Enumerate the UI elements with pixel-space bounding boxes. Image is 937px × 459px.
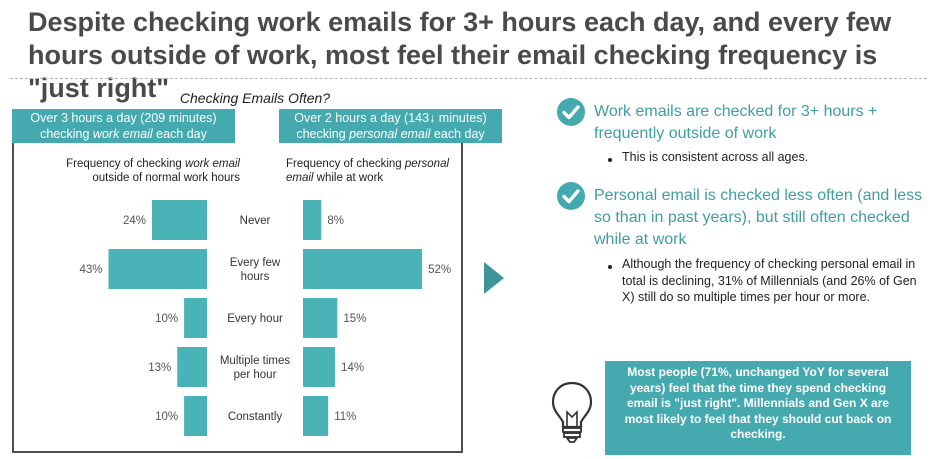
work-email-subheading-emphasis: work email (185, 158, 240, 170)
bar-personal-email (303, 200, 321, 240)
bar-work-email (184, 298, 207, 338)
personal-email-subheading-text-end: while at work (313, 172, 384, 184)
down-arrow-icon: ↓ (429, 111, 436, 125)
lightbulb-icon (550, 380, 594, 444)
chart-heading: Checking Emails Often? (179, 90, 331, 106)
category-label: Every hour (227, 313, 283, 325)
data-label-personal-email: 14% (341, 362, 365, 374)
point-bullet-2: Although the frequency of checking personal email in total is declining, 31% of Millennials (and 26% of Gen X) still do so multiple times per hour or more. (622, 257, 917, 304)
point-heading-1: Work emails are checked for 3+ hours + frequently outside of work (594, 103, 878, 142)
data-label-work-email: 43% (79, 264, 103, 276)
data-label-personal-email: 11% (334, 411, 357, 423)
work-email-subheading-line2: outside of normal work hours (92, 172, 240, 184)
personal-email-header-suffix: each day (430, 127, 485, 141)
data-label-personal-email: 8% (327, 215, 344, 227)
arrow-right-icon (484, 262, 504, 294)
callout-box: Most people (71%, unchanged YoY for several years) feel that the time they spend checking email is "just right". Millennials and Gen X are most likely to feel that they should cut back on checking. (605, 361, 911, 455)
category-label: Multiple times (219, 355, 291, 367)
personal-email-subheading-emphasis: personal email (286, 158, 450, 184)
personal-email-header-emphasis: personal email (349, 127, 431, 141)
check-circle-icon (557, 182, 585, 210)
data-label-personal-email: 15% (343, 313, 367, 325)
bar-personal-email (303, 347, 335, 387)
bullet-dot (608, 158, 612, 162)
bar-personal-email (303, 249, 422, 289)
data-label-work-email: 13% (148, 362, 172, 374)
category-label: per hour (233, 369, 277, 381)
work-email-header-line1: Over 3 hours a day (209 minutes) (30, 111, 217, 125)
personal-email-header-text: Over 2 hours a day (143 (294, 111, 430, 125)
data-label-work-email: 10% (155, 313, 179, 325)
work-email-header-emphasis: work email (92, 127, 153, 141)
personal-email-header-prefix: checking (296, 127, 350, 141)
bar-work-email (177, 347, 207, 387)
bar-work-email (152, 200, 207, 240)
page-title: Despite checking work emails for 3+ hours each day, and every few hours outside of work, most feel their email checking frequency is "just right" (28, 7, 892, 103)
personal-email-header-text-end: minutes) (435, 111, 487, 125)
bar-work-email (184, 396, 207, 436)
check-circle-icon (557, 98, 585, 126)
data-label-work-email: 24% (123, 215, 147, 227)
category-label: Never (239, 215, 271, 227)
bar-personal-email (303, 396, 328, 436)
category-label: hours (240, 271, 270, 283)
personal-email-subheading-text: Frequency of checking (286, 158, 405, 170)
category-label: Every few (229, 257, 281, 269)
data-label-work-email: 10% (155, 411, 179, 423)
bullet-dot (608, 265, 612, 269)
point-heading-2: Personal email is checked less often (and less so than in past years), but still often checked while at work (594, 187, 923, 248)
bar-personal-email (303, 298, 337, 338)
data-label-personal-email: 52% (428, 264, 452, 276)
work-email-header-text: checking (40, 127, 93, 141)
bar-work-email (109, 249, 207, 289)
point-bullet-1: This is consistent across all ages. (622, 150, 809, 164)
work-email-header-text-end: each day (152, 127, 207, 141)
category-label: Constantly (227, 411, 283, 423)
work-email-subheading-text: Frequency of checking (66, 158, 186, 170)
